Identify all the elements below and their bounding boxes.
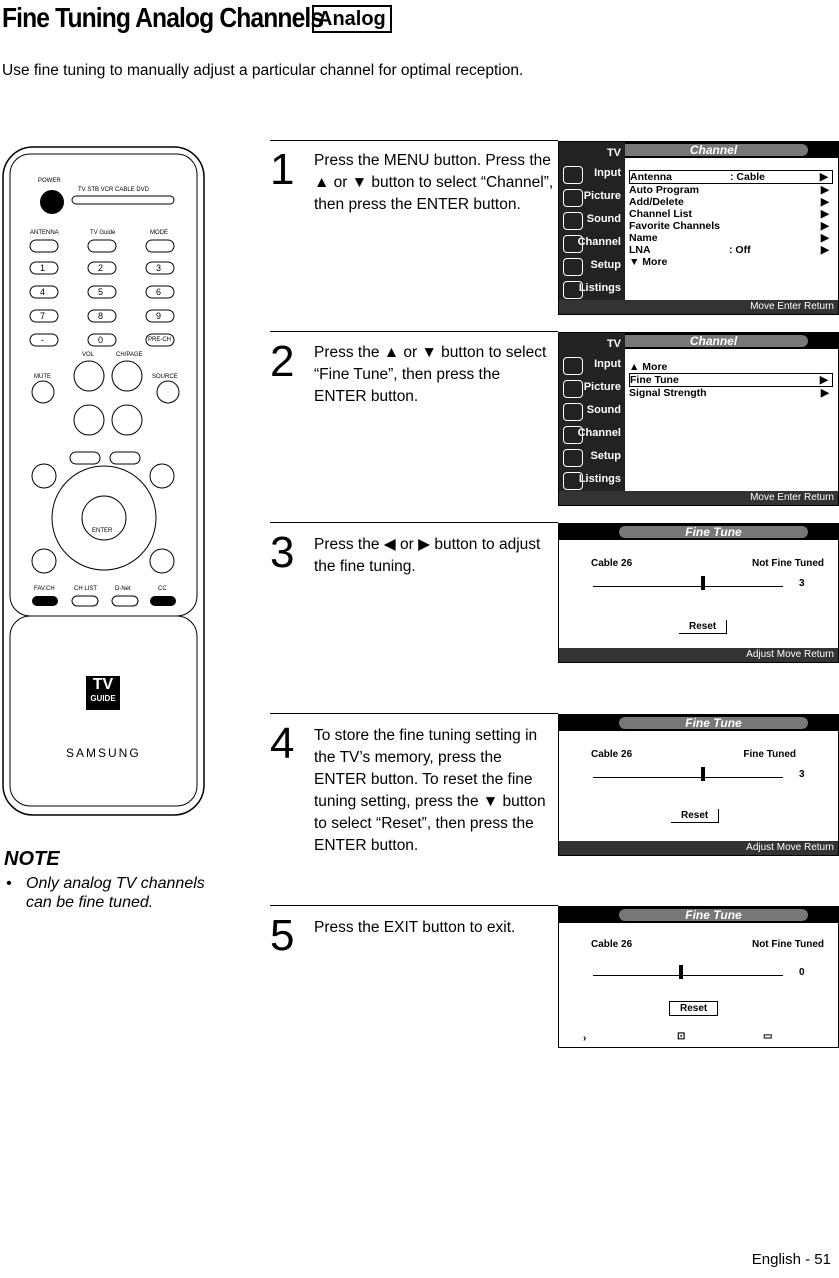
picture-icon bbox=[563, 189, 583, 207]
brand-label: SAMSUNG bbox=[66, 746, 141, 760]
step-rule bbox=[270, 140, 558, 141]
menu-item-antenna[interactable]: Antenna : Cable ▶ bbox=[629, 170, 833, 184]
step-text: To store the fine tuning setting in the TV’s memory, press the ENTER button. To reset the fine tuning setting, press the ▼ button to select “Reset”, then press the ENTER button. bbox=[314, 727, 546, 854]
osd-footer: Adjust Move Return bbox=[559, 648, 838, 662]
step-rule bbox=[270, 522, 558, 523]
arrow-right-icon: ▶ bbox=[820, 196, 829, 208]
osd-channel-menu bbox=[629, 361, 833, 399]
osd-sidebar-setup[interactable]: Setup bbox=[561, 447, 623, 467]
digit-prech: PRE-CH bbox=[148, 337, 172, 343]
menu-item-channel-list[interactable]: Channel List ▶ bbox=[629, 208, 829, 220]
osd-sidebar-channel[interactable]: Channel bbox=[561, 233, 623, 253]
osd-header-title: Channel bbox=[689, 334, 738, 348]
note-title: NOTE bbox=[4, 848, 60, 870]
osd-fine-tune-screen bbox=[558, 523, 839, 663]
remote-control-illustration bbox=[2, 146, 205, 816]
reset-button[interactable]: Reset bbox=[669, 1001, 718, 1016]
note-body bbox=[6, 874, 206, 912]
fine-tune-value: 3 bbox=[799, 578, 805, 589]
digit-1: 1 bbox=[40, 263, 46, 273]
label-antenna: ANTENNA bbox=[30, 230, 59, 236]
tv-guide-logo-bottom: GUIDE bbox=[90, 694, 116, 703]
digit-dash: - bbox=[41, 335, 44, 345]
enter-icon: ⊡ bbox=[677, 1031, 686, 1042]
arrow-right-icon: ▶ bbox=[819, 374, 828, 386]
osd-header-title: Fine Tune bbox=[685, 908, 742, 922]
osd-fine-tune-exit-screen bbox=[558, 906, 839, 1048]
page-number: English - 51 bbox=[751, 1251, 831, 1268]
osd-header-title: Fine Tune bbox=[685, 525, 742, 539]
mode-labels: TV STB VCR CABLE DVD bbox=[78, 187, 150, 193]
arrow-right-icon: ▶ bbox=[820, 387, 829, 399]
fine-tune-channel: Cable 26 bbox=[591, 749, 633, 760]
label-cc: CC bbox=[158, 586, 167, 592]
osd-tv-label: TV bbox=[606, 147, 621, 159]
osd-sidebar-sound[interactable]: Sound bbox=[561, 401, 623, 421]
page-title: Fine Tuning Analog Channels bbox=[2, 2, 324, 33]
osd-tv-label: TV bbox=[606, 338, 621, 350]
label-enter: ENTER bbox=[92, 528, 113, 534]
label-tv-guide: TV Guide bbox=[90, 230, 116, 236]
label-ch-page: CH/PAGE bbox=[116, 352, 143, 358]
sound-icon bbox=[563, 212, 583, 230]
step-text: Press the MENU button. Press the ▲ or ▼ button to select “Channel”, then press the ENTER button. bbox=[314, 152, 554, 213]
intro-text: Use fine tuning to manually adjust a particular channel for optimal reception. bbox=[2, 62, 524, 79]
fine-tune-slider-thumb[interactable] bbox=[701, 767, 705, 781]
menu-item-auto-program[interactable]: Auto Program ▶ bbox=[629, 184, 829, 196]
label-vol: VOL bbox=[82, 352, 95, 358]
step-number: 1 bbox=[270, 145, 295, 194]
note-bullet: • bbox=[6, 875, 12, 892]
osd-sidebar-input[interactable]: Input bbox=[561, 164, 623, 184]
digit-8: 8 bbox=[98, 311, 104, 321]
label-source: SOURCE bbox=[152, 374, 178, 380]
fine-tune-status: Fine Tuned bbox=[743, 749, 796, 760]
digit-7: 7 bbox=[40, 311, 46, 321]
step-text: Press the EXIT button to exit. bbox=[314, 919, 516, 936]
step-text: Press the ▲ or ▼ button to select “Fine Tune”, then press the ENTER button. bbox=[314, 344, 547, 405]
step-number: 2 bbox=[270, 337, 295, 386]
menu-item-add-delete[interactable]: Add/Delete ▶ bbox=[629, 196, 829, 208]
picture-icon bbox=[563, 380, 583, 398]
arrow-right-icon: ▶ bbox=[819, 171, 828, 183]
menu-item-signal-strength[interactable]: Signal Strength ▶ bbox=[629, 387, 829, 399]
reset-button[interactable]: Reset bbox=[671, 809, 719, 823]
fine-tune-slider[interactable] bbox=[593, 965, 783, 976]
osd-sidebar-input[interactable]: Input bbox=[561, 355, 623, 375]
note-text: Only analog TV channels can be fine tuned. bbox=[26, 875, 205, 911]
label-favch: FAV.CH bbox=[34, 586, 55, 592]
step-rule bbox=[270, 713, 558, 714]
osd-sidebar-picture[interactable]: Picture bbox=[561, 187, 623, 207]
menu-item-lna[interactable]: LNA : Off ▶ bbox=[629, 244, 829, 256]
label-dnet: D-Net bbox=[115, 586, 131, 592]
fine-tune-slider[interactable] bbox=[593, 767, 783, 778]
osd-header-title: Channel bbox=[689, 143, 738, 157]
input-icon bbox=[563, 166, 583, 184]
return-icon: ▭ bbox=[763, 1031, 773, 1042]
menu-item-name[interactable]: Name ▶ bbox=[629, 232, 829, 244]
osd-fine-tune-select-screen bbox=[558, 332, 839, 506]
fine-tune-value: 0 bbox=[799, 967, 805, 978]
label-chlist: CH LIST bbox=[74, 586, 98, 592]
arrow-right-icon: ▶ bbox=[820, 208, 829, 220]
digit-3: 3 bbox=[156, 263, 162, 273]
label-mute: MUTE bbox=[34, 374, 51, 380]
fine-tune-slider[interactable] bbox=[593, 576, 783, 587]
tv-guide-logo bbox=[86, 676, 120, 710]
osd-sidebar bbox=[559, 142, 625, 314]
tv-guide-logo-top: TV bbox=[92, 676, 114, 693]
input-icon bbox=[563, 357, 583, 375]
fine-tune-value: 3 bbox=[799, 769, 805, 780]
osd-footer: Move Enter Return bbox=[559, 300, 838, 314]
digit-4: 4 bbox=[40, 287, 46, 297]
sound-icon bbox=[563, 403, 583, 421]
setup-icon bbox=[563, 258, 583, 276]
arrow-right-icon: ▶ bbox=[820, 244, 829, 256]
digit-5: 5 bbox=[98, 287, 104, 297]
digit-9: 9 bbox=[156, 311, 162, 321]
menu-item-more[interactable]: ▼ More bbox=[629, 256, 668, 268]
step-number: 4 bbox=[270, 719, 295, 768]
osd-sidebar-setup[interactable]: Setup bbox=[561, 256, 623, 276]
menu-item-more-up[interactable]: ▲ More bbox=[629, 361, 668, 373]
fine-tune-channel: Cable 26 bbox=[591, 939, 633, 950]
fine-tune-slider-thumb[interactable] bbox=[679, 965, 683, 979]
fine-tune-slider-thumb[interactable] bbox=[701, 576, 705, 590]
reset-button[interactable]: Reset bbox=[679, 620, 727, 634]
move-icon: › bbox=[583, 1033, 587, 1044]
menu-item-fine-tune[interactable]: Fine Tune ▶ bbox=[629, 373, 833, 387]
digit-2: 2 bbox=[98, 263, 104, 273]
osd-sidebar-sound[interactable]: Sound bbox=[561, 210, 623, 230]
step-rule bbox=[270, 905, 558, 906]
step-text: Press the ◀ or ▶ button to adjust the fine tuning. bbox=[314, 536, 541, 575]
osd-sidebar bbox=[559, 333, 625, 505]
digit-0: 0 bbox=[98, 335, 104, 345]
arrow-right-icon: ▶ bbox=[820, 184, 829, 196]
power-label: POWER bbox=[38, 178, 61, 184]
osd-header-band bbox=[559, 907, 838, 923]
fine-tune-channel: Cable 26 bbox=[591, 558, 633, 569]
osd-sidebar-picture[interactable]: Picture bbox=[561, 378, 623, 398]
analog-badge: Analog bbox=[312, 5, 392, 33]
arrow-right-icon: ▶ bbox=[820, 232, 829, 244]
osd-header-title: Fine Tune bbox=[685, 716, 742, 730]
step-number: 3 bbox=[270, 528, 295, 577]
step-number: 5 bbox=[270, 911, 295, 960]
fine-tune-status: Not Fine Tuned bbox=[751, 558, 824, 569]
menu-item-favorite-channels[interactable]: Favorite Channels ▶ bbox=[629, 220, 829, 232]
step-rule bbox=[270, 331, 558, 332]
digit-6: 6 bbox=[156, 287, 162, 297]
label-mode: MODE bbox=[150, 230, 168, 236]
arrow-right-icon: ▶ bbox=[820, 220, 829, 232]
fine-tune-status: Not Fine Tuned bbox=[751, 939, 824, 950]
osd-sidebar-listings[interactable]: Listings bbox=[561, 470, 623, 490]
osd-header-band bbox=[559, 524, 838, 540]
setup-icon bbox=[563, 449, 583, 467]
osd-footer: Adjust Move Return bbox=[559, 841, 838, 855]
osd-footer: Move Enter Return bbox=[559, 491, 838, 505]
osd-fine-tune-stored-screen bbox=[558, 714, 839, 856]
osd-sidebar-listings[interactable]: Listings bbox=[561, 279, 623, 299]
osd-sidebar-channel[interactable]: Channel bbox=[561, 424, 623, 444]
osd-channel-menu bbox=[629, 170, 833, 268]
osd-channel-menu-screen bbox=[558, 141, 839, 315]
osd-header-band bbox=[559, 715, 838, 731]
